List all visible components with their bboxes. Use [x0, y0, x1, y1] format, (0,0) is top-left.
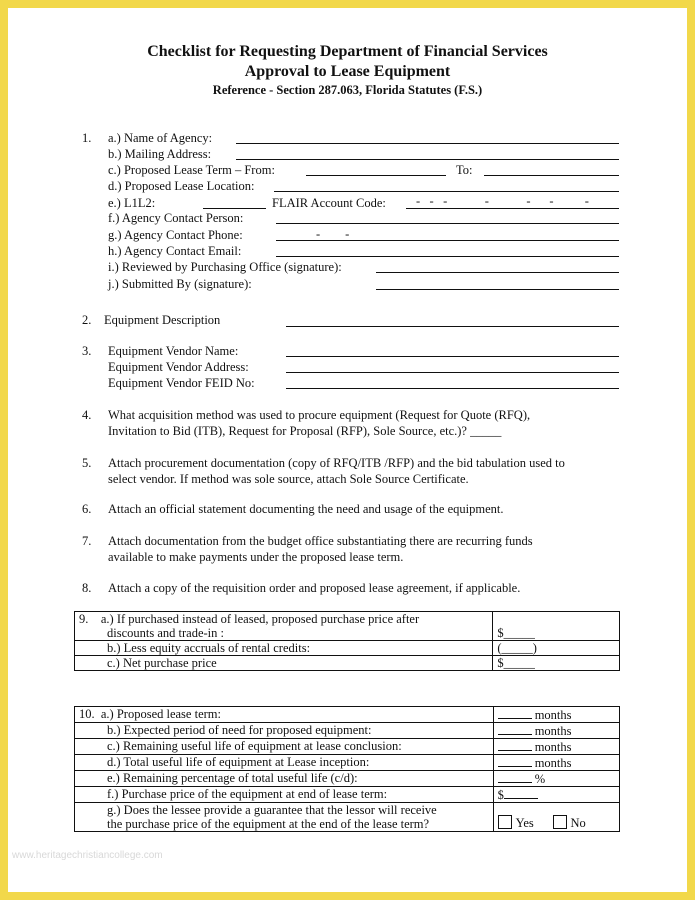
blank-field[interactable] — [498, 755, 532, 767]
reference-line: Reference - Section 287.063, Florida Statutes (F.S.) — [212, 83, 483, 97]
section-5-number: 5. — [82, 456, 92, 470]
mailing-address-label: b.) Mailing Address: — [108, 147, 212, 161]
end-purchase-price-label: f.) Purchase price of the equipment at end of lease term: — [75, 787, 494, 803]
net-purchase-price-value[interactable]: $_____ — [493, 656, 620, 671]
yes-checkbox[interactable] — [498, 815, 512, 829]
table-row — [75, 612, 620, 641]
agency-name-label: a.) Name of Agency: — [108, 131, 213, 145]
vendor-name-field[interactable] — [286, 356, 619, 357]
section-7-number: 7. — [82, 534, 92, 548]
guarantee-question-cell — [75, 803, 494, 832]
dollar-sign: $ — [497, 788, 504, 802]
table-row — [75, 803, 620, 832]
section-6-number: 6. — [82, 502, 92, 516]
no-label: No — [570, 816, 586, 830]
percent-unit: % — [534, 772, 546, 786]
agency-name-field[interactable] — [236, 143, 619, 144]
section-2-number: 2. — [82, 313, 92, 327]
section-4-number: 4. — [82, 408, 92, 422]
contact-person-field[interactable] — [276, 223, 619, 224]
section-10-number: 10. — [79, 707, 95, 721]
guarantee-question-line-1: g.) Does the lessee provide a guarantee that the lessor will receive — [107, 803, 437, 817]
blank-field[interactable] — [504, 787, 538, 799]
end-purchase-price-value[interactable] — [493, 787, 619, 803]
reviewed-by-label: i.) Reviewed by Purchasing Office (signature): — [108, 260, 342, 274]
vendor-name-label: Equipment Vendor Name: — [108, 344, 239, 358]
period-of-need-value[interactable] — [493, 723, 619, 739]
blank-field[interactable] — [498, 723, 532, 735]
proposed-lease-term-label: a.) Proposed lease term: — [100, 707, 221, 721]
purchase-price-value[interactable]: $_____ — [493, 612, 620, 641]
submitted-by-label: j.) Submitted By (signature): — [108, 277, 252, 291]
blank-field[interactable] — [498, 739, 532, 751]
section-4-line-1: What acquisition method was used to procure equipment (Request for Quote (RFQ), — [108, 408, 531, 422]
flair-code-label: FLAIR Account Code: — [272, 196, 386, 210]
table-row — [75, 707, 620, 723]
section-8-line-1: Attach a copy of the requisition order and proposed lease agreement, if applicable. — [108, 581, 521, 595]
vendor-feid-label: Equipment Vendor FEID No: — [108, 376, 255, 390]
equity-accruals-label: b.) Less equity accruals of rental credits: — [75, 641, 493, 656]
total-useful-life-label: d.) Total useful life of equipment at Lease inception: — [75, 755, 494, 771]
table-row — [75, 641, 620, 656]
contact-email-label: h.) Agency Contact Email: — [108, 244, 242, 258]
purchase-price-label-1: a.) If purchased instead of leased, proposed purchase price after — [100, 612, 420, 626]
table-row — [75, 755, 620, 771]
section-4-line-2: Invitation to Bid (ITB), Request for Proposal (RFP), Sole Source, etc.)? _____ — [108, 424, 502, 438]
section-9-number: 9. — [79, 612, 89, 626]
mailing-address-field[interactable] — [236, 159, 619, 160]
section-5-line-2: select vendor. If method was sole source, attach Sole Source Certificate. — [108, 472, 469, 486]
no-checkbox[interactable] — [553, 815, 567, 829]
remaining-useful-life-value[interactable] — [493, 739, 619, 755]
l1l2-field[interactable] — [203, 208, 266, 209]
section-7-line-2: available to make payments under the proposed lease term. — [108, 550, 404, 564]
guarantee-question-line-2: the purchase price of the equipment at the end of the lease term? — [107, 817, 430, 831]
contact-person-label: f.) Agency Contact Person: — [108, 211, 244, 225]
vendor-address-label: Equipment Vendor Address: — [108, 360, 249, 374]
months-unit: months — [534, 724, 572, 738]
flair-code-dashes: - - - - - - - — [416, 194, 589, 208]
remaining-percentage-label: e.) Remaining percentage of total useful life (c/d): — [75, 771, 494, 787]
total-useful-life-value[interactable] — [493, 755, 619, 771]
months-unit: months — [534, 708, 572, 722]
lease-term-table — [74, 706, 620, 832]
lease-term-from-label: c.) Proposed Lease Term – From: — [108, 163, 275, 177]
section-3-number: 3. — [82, 344, 92, 358]
net-purchase-price-label: c.) Net purchase price — [75, 656, 493, 671]
contact-phone-field[interactable] — [276, 240, 619, 241]
lease-term-to-label: To: — [456, 163, 473, 177]
contact-email-field[interactable] — [276, 256, 619, 257]
section-1-number: 1. — [82, 131, 92, 145]
purchase-price-cell — [75, 612, 493, 641]
title-line-2: Approval to Lease Equipment — [244, 63, 451, 80]
table-row — [75, 656, 620, 671]
contact-phone-label: g.) Agency Contact Phone: — [108, 228, 243, 242]
equipment-description-field[interactable] — [286, 326, 619, 327]
equity-accruals-value[interactable]: (_____) — [493, 641, 620, 656]
table-row — [75, 739, 620, 755]
proposed-lease-term-cell — [75, 707, 494, 723]
contact-phone-dashes: - - — [316, 227, 350, 241]
lease-location-label: d.) Proposed Lease Location: — [108, 179, 255, 193]
reviewed-by-signature-field[interactable] — [376, 272, 619, 273]
section-8-number: 8. — [82, 581, 92, 595]
blank-field[interactable] — [498, 707, 532, 719]
section-6-line-1: Attach an official statement documenting the need and usage of the equipment. — [108, 502, 504, 516]
months-unit: months — [534, 756, 572, 770]
section-7-line-1: Attach documentation from the budget office substantiating there are recurring funds — [108, 534, 533, 548]
title-line-1: Checklist for Requesting Department of Financial Services — [147, 43, 548, 60]
blank-field[interactable] — [498, 771, 532, 783]
flair-code-field[interactable] — [406, 208, 619, 209]
period-of-need-label: b.) Expected period of need for proposed equipment: — [75, 723, 494, 739]
proposed-lease-term-value[interactable] — [493, 707, 619, 723]
equipment-description-label: Equipment Description — [104, 313, 221, 327]
guarantee-answer-cell — [493, 803, 619, 832]
section-5-line-1: Attach procurement documentation (copy of RFQ/ITB /RFP) and the bid tabulation used to — [108, 456, 565, 470]
table-row — [75, 787, 620, 803]
lease-term-to-field[interactable] — [484, 175, 619, 176]
remaining-useful-life-label: c.) Remaining useful life of equipment at lease conclusion: — [75, 739, 494, 755]
purchase-price-table — [74, 611, 620, 671]
l1l2-label: e.) L1L2: — [108, 196, 156, 210]
lease-term-from-field[interactable] — [306, 175, 446, 176]
lease-location-field[interactable] — [274, 191, 619, 192]
submitted-by-signature-field[interactable] — [376, 289, 619, 290]
purchase-price-label-2: discounts and trade-in : — [107, 626, 224, 640]
vendor-feid-field[interactable] — [286, 388, 619, 389]
table-row — [75, 771, 620, 787]
yes-label: Yes — [515, 816, 534, 830]
document-page — [8, 8, 687, 892]
months-unit: months — [534, 740, 572, 754]
watermark-text: www.heritagechristiancollege.com — [12, 850, 163, 861]
table-row — [75, 723, 620, 739]
vendor-address-field[interactable] — [286, 372, 619, 373]
remaining-percentage-value[interactable] — [493, 771, 619, 787]
